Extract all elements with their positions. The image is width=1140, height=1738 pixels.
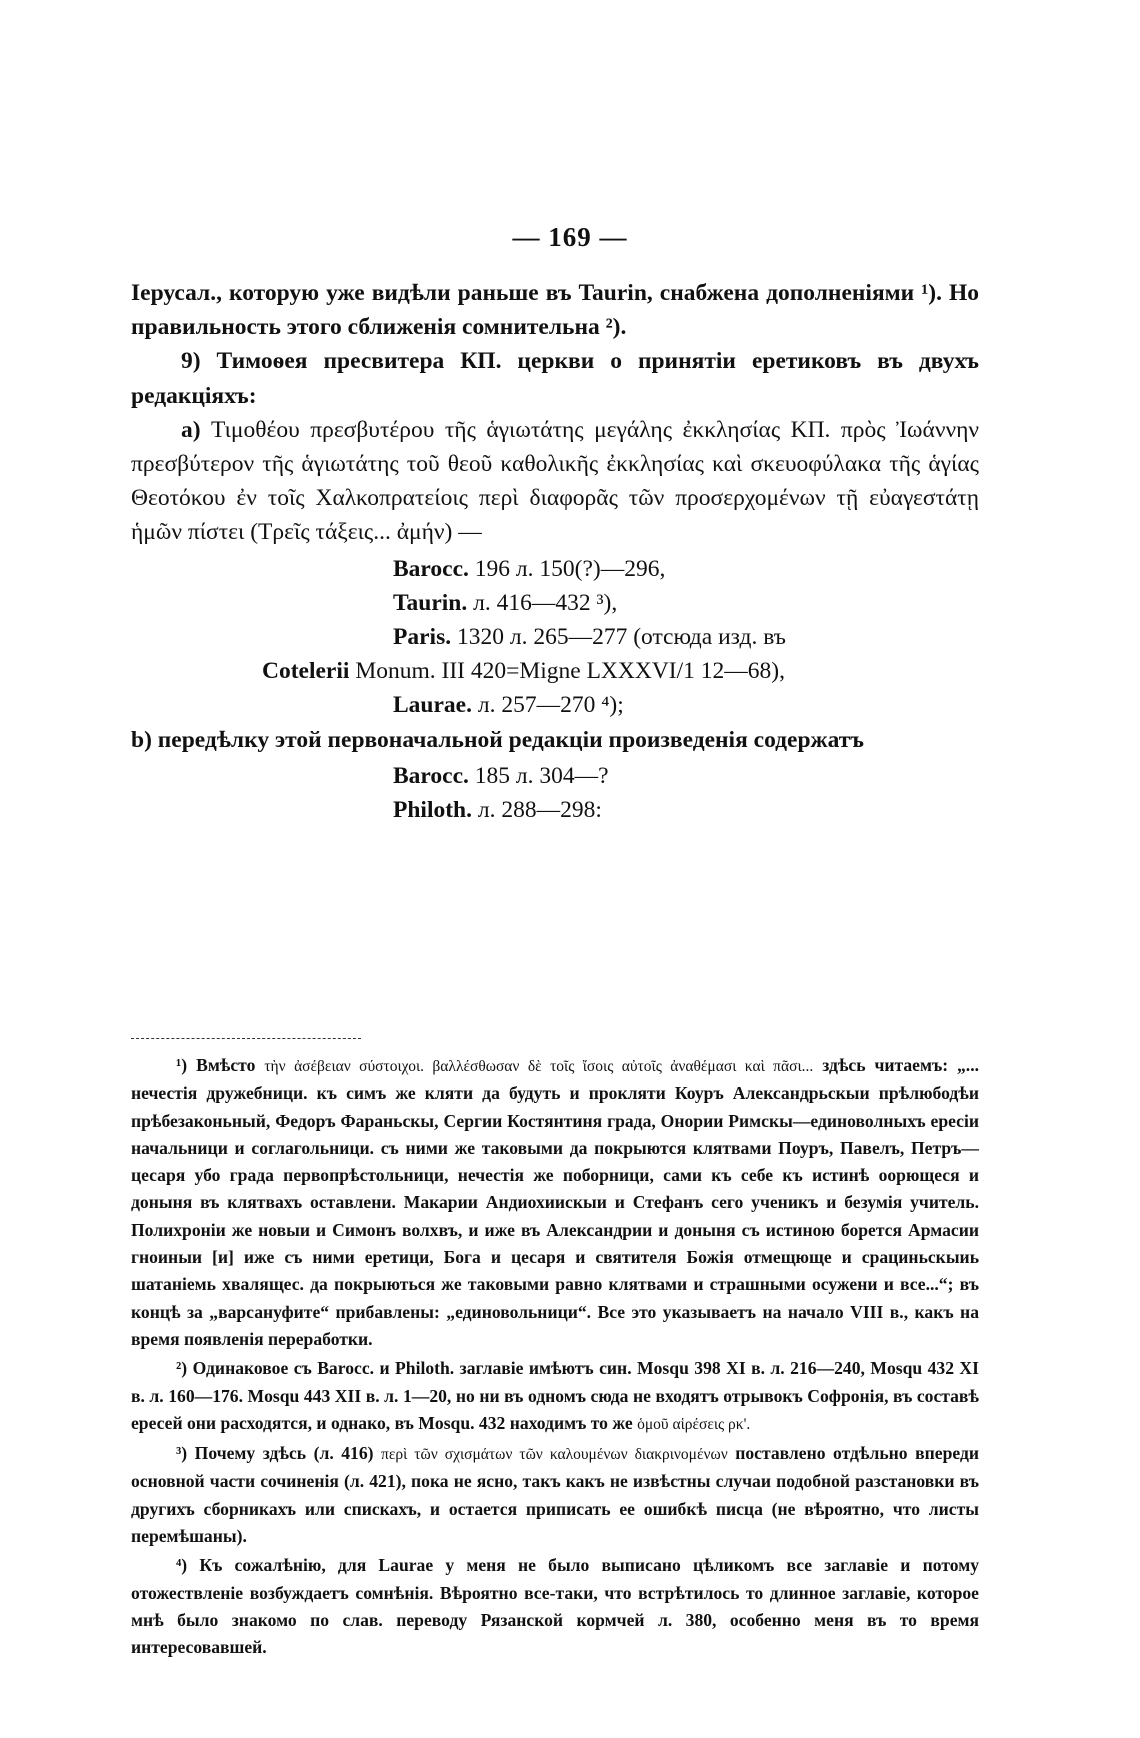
page-number: — 169 — (512, 222, 628, 252)
item-a-paragraph (131, 413, 979, 550)
manuscript-ref: 185 л. 304—? (474, 762, 609, 789)
footnote-text: Одинаковое съ Barocc. и Philoth. заглавіе имѣютъ син. Mosqu 398 XI в. л. 216—240, Mosqu 432 XI в. л. 160—176. Mosqu 443 XII в. л. 1—20, но ни въ одномъ сюда не входятъ отрывокъ Софронія, въ составѣ ересей они расходятся, и однако, въ Mosqu. 432 находимъ то же (131, 1358, 979, 1433)
main-text (131, 276, 979, 827)
manuscript-entry (131, 620, 979, 654)
footnote-mark: ⁴) (176, 1555, 188, 1576)
manuscript-entry (131, 793, 979, 827)
manuscript-entry (131, 654, 979, 688)
intro-paragraph: Ιерусал., которую уже видѣли раньше въ Taurin, снабжена дополненіями ¹). Но правильность этого сближенія сомнительна ²). (131, 280, 979, 341)
manuscript-name: Cotelerii (262, 658, 350, 685)
footnotes (131, 1052, 979, 1664)
manuscript-ref: л. 416—432 ³), (473, 589, 618, 616)
manuscript-name: Taurin. (393, 589, 468, 616)
footnote-mark: ¹) (176, 1055, 188, 1075)
manuscript-name: Laurae. (393, 692, 472, 719)
footnote-divider (131, 1038, 361, 1039)
footnote-mark: ³) (176, 1443, 188, 1464)
footnote-greek: τὴν ἀσέβειαν σύστοιχοι. βαλλέσθωσαν δὲ τοῖς ἴσοις αὐτοῖς ἀναθέμασι καὶ πᾶσι... (264, 1058, 814, 1075)
manuscript-ref: Monum. III 420=Migne LXXXVI/1 12—68), (355, 658, 785, 685)
footnote-mark: ²) (176, 1358, 188, 1379)
manuscript-entry (131, 552, 979, 586)
manuscript-entry (131, 586, 979, 620)
footnote-text: здѣсь читаемъ: „... нечестія дружебници. къ симъ же кляти да будуть и прокляти Коуръ Александрьскыи прѣлюбодѣи прѣбезаконьный, Федоръ Фараньскы, Сергии Костянтиня града, Онории Римскы—единоволныхъ ересіи начальници и соглагольници. съ ними же таковыми да покрыются клятвами Поуръ, Павелъ, Петръ—цесаря убо града первопрѣстольници, нечестія же поборници, сами къ себе къ истинѣ оорющеся и доныня въ клятвахъ оставлени. Макарии Андиохиискыи и Стефанъ сего ученикъ и безумія учитель. Полихроніи же новыи и Симонъ волхвъ, и иже въ Александрии и доныня съ истиною борется Армасии гноиныи [и] иже съ ними еретици, Бога и цесаря и святителя Божія отмещюще и срациньскыиь шатаніемь хвалящес. да покрыються же таковыми равно клятвами и страшными осужени и все...“; въ концѣ за „варсануфите“ прибавлены: „единовольници“. Все это указываетъ на начало VIII в., какъ на время появленія переработки. (131, 1055, 980, 1349)
manuscript-list-a (131, 552, 979, 723)
footnote-1 (131, 1052, 979, 1353)
footnote-greek: περὶ τῶν σχισμάτων τῶν καλουμένων διακρινομένων (381, 1446, 728, 1464)
footnote-text: поставлено отдѣльно впереди основной части сочиненія (л. 421), пока не ясно, такъ какъ не извѣстны случаи подобной разстановки въ другихъ сборникахъ или спискахъ, и остается приписать ее ошибкѣ писца (не вѣроятно, что листы перемѣшаны). (131, 1443, 979, 1547)
footnote-greek: ὁμοῦ αἱρέσεις ρκ'. (637, 1415, 751, 1433)
manuscript-list-b (131, 759, 979, 827)
manuscript-name: Philoth. (393, 797, 473, 824)
manuscript-entry (131, 688, 979, 722)
item-a-greek-title: Τιμοθέου πρεσβυτέρου τῆς ἁγιωτάτης μεγάλης ἐκκλησίας ΚΠ. πρὸς Ἰωάννην πρεσβύτερον τῆς ἁγιωτάτης τοῦ θεοῦ καθολικῆς ἐκκλησίας καὶ σκευοφύλακα τῆς ἁγίας Θεοτόκου ἐν τοῖς Χαλκοπρατείοις περὶ διαφορᾶς τῶν προσερχομένων τῇ εὐαγεστάτῃ ἡμῶν πίστει (Τρεῖς τάξεις... ἀμήν) — (131, 416, 979, 546)
manuscript-ref: л. 288—298: (477, 797, 602, 824)
item-9-heading: 9) Тимоѳея пресвитера КП. церкви о принятіи еретиковъ въ двухъ редакціяхъ: (131, 348, 979, 409)
manuscript-entry (131, 759, 979, 793)
footnote-text: Вмѣсто (196, 1055, 256, 1075)
manuscript-ref: л. 257—270 ⁴); (477, 692, 624, 719)
footnote-3 (131, 1440, 979, 1550)
item-b-paragraph: b) передѣлку этой первоначальной редакціи произведенія содержатъ (131, 726, 864, 753)
manuscript-ref: 1320 л. 265—277 (отсюда изд. въ (456, 624, 786, 651)
manuscript-ref: 196 л. 150(?)—296, (474, 555, 666, 582)
manuscript-name: Paris. (393, 624, 452, 651)
footnote-text: Почему здѣсь (л. 416) (194, 1443, 374, 1464)
footnote-4 (131, 1552, 979, 1661)
manuscript-name: Barocc. (393, 762, 469, 789)
item-a-label: a) (181, 416, 201, 443)
footnote-2 (131, 1355, 979, 1438)
manuscript-name: Barocc. (393, 555, 469, 582)
footnote-text: Къ сожалѣнію, для Laurae у меня не было выписано цѣликомъ все заглавіе и потому отожествленіе возбуждаетъ сомнѣнія. Вѣроятно все-таки, что встрѣтилось то длинное заглавіе, которое мнѣ было знакомо по слав. переводу Рязанской кормчей л. 380, особенно меня въ то время интересовавшей. (131, 1555, 979, 1658)
